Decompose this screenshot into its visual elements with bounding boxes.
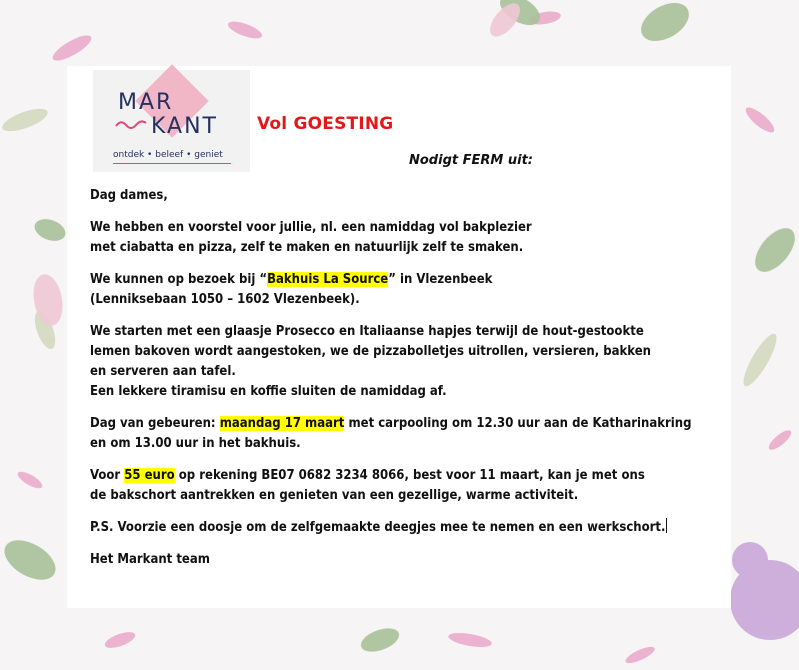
greeting-text: Dag dames, [90, 188, 168, 203]
price-pre: Voor [90, 468, 125, 483]
markant-logo [93, 70, 250, 172]
price-highlight: 55 euro [124, 468, 175, 483]
signoff [90, 550, 730, 570]
logo-text-kant: KANT [151, 114, 218, 139]
paragraph-price [90, 466, 730, 506]
headline: Vol GOESTING [257, 114, 394, 134]
intro-line-1: We hebben en voorstel voor jullie, nl. een namiddag vol bakplezier [90, 220, 532, 235]
location-address: (Lenniksebaan 1050 – 1602 Vlezenbeek). [90, 292, 360, 307]
date-pre: Dag van gebeuren: [90, 416, 220, 431]
program-line-2: lemen bakoven wordt aangestoken, we de pizzabolletjes uitrollen, versieren, bakken [90, 344, 651, 359]
letter-body [90, 186, 730, 582]
location-pre: We kunnen op bezoek bij “ [90, 272, 268, 287]
program-line-3: en serveren aan tafel. [90, 364, 236, 379]
greeting [90, 186, 730, 206]
program-line-1: We starten met een glaasje Prosecco en Italiaanse hapjes terwijl de hout-gestookte [90, 324, 644, 339]
signoff-text: Het Markant team [90, 552, 210, 567]
location-highlight: Bakhuis La Source [267, 272, 389, 287]
logo-underline [113, 163, 231, 164]
logo-tagline: ontdek • beleef • geniet [113, 150, 223, 160]
location-post: ” in Vlezenbeek [388, 272, 493, 287]
paragraph-program [90, 322, 730, 402]
paragraph-date [90, 414, 730, 454]
program-line-4: Een lekkere tiramisu en koffie sluiten de namiddag af. [90, 384, 447, 399]
date-post: met carpooling om 12.30 uur aan de Katharinakring [344, 416, 692, 431]
ps-text: P.S. Voorzie een doosje om de zelfgemaakte deegjes mee te nemen en een werkschort. [90, 520, 666, 535]
intro-line-2: met ciabatta en pizza, zelf te maken en natuurlijk zelf te smaken. [90, 240, 524, 255]
text-cursor [666, 518, 667, 533]
paragraph-intro [90, 218, 730, 258]
paragraph-location [90, 270, 730, 310]
date-line-2: en om 13.00 uur in het bakhuis. [90, 436, 301, 451]
invitation-card [67, 66, 731, 608]
logo-wave-icon [115, 118, 149, 130]
invite-line: Nodigt FERM uit: [409, 153, 533, 168]
price-line-2: de bakschort aantrekken en genieten van een gezellige, warme activiteit. [90, 488, 579, 503]
date-highlight: maandag 17 maart [219, 416, 345, 431]
logo-text-mar: MAR [118, 90, 174, 115]
paragraph-ps [90, 518, 730, 538]
price-post: op rekening BE07 0682 3234 8066, best voor 11 maart, kan je met ons [174, 468, 645, 483]
